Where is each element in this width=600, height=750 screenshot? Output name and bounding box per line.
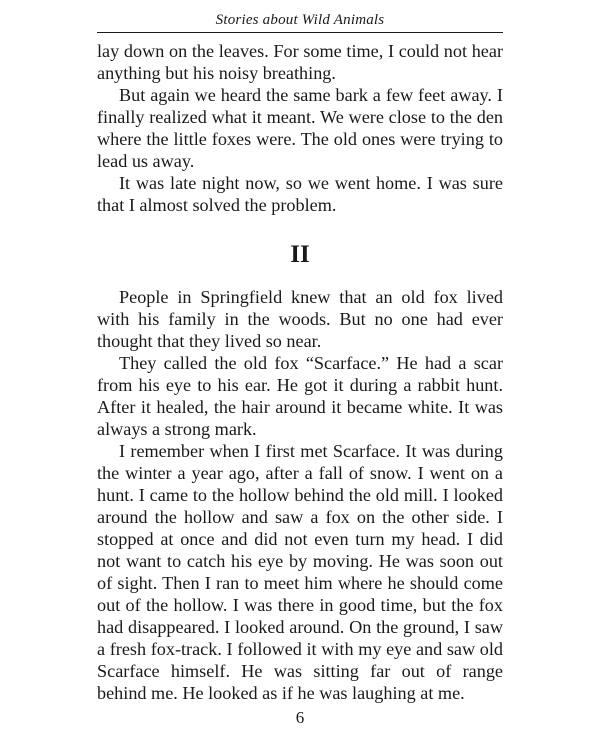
header-rule [97, 32, 503, 33]
paragraph: People in Springfield knew that an old fox lived with his family in the woods. But no one had ever thought that they lived so near. [97, 287, 503, 351]
paragraph: But again we heard the same bark a few feet away. I finally realized what it meant. We were close to the den where the little foxes were. The old ones were trying to lead us away. [97, 85, 503, 171]
paragraph-continued: lay down on the leaves. For some time, I could not hear anything but his noisy breathing. [97, 41, 503, 83]
paragraph: It was late night now, so we went home. I was sure that I almost solved the problem. [97, 173, 503, 215]
chapter-heading: II [290, 241, 310, 268]
page-number: 6 [295, 708, 305, 727]
page-body [97, 40, 503, 704]
running-header-title: Stories about Wild Animals [215, 12, 385, 28]
paragraph: I remember when I first met Scarface. It was during the winter a year ago, after a fall of snow. I went on a hunt. I came to the hollow behind the old mill. I looked around the hollow and saw a fox on the other side. I stopped at once and did not even turn my head. I did not want to catch his eye by moving. He was soon out of sight. Then I ran to meet him where he should come out of the hollow. I was there in good time, but the fox had disappeared. I looked around. On the ground, I saw a fresh fox-track. I followed it with my eye and saw old Scarface himself. He was sitting far out of range behind me. He looked as if he was laughing at me. [97, 441, 503, 703]
paragraph: They called the old fox “Scarface.” He had a scar from his eye to his ear. He got it during a rabbit hunt. After it healed, the hair around it became white. It was always a strong mark. [97, 353, 503, 439]
